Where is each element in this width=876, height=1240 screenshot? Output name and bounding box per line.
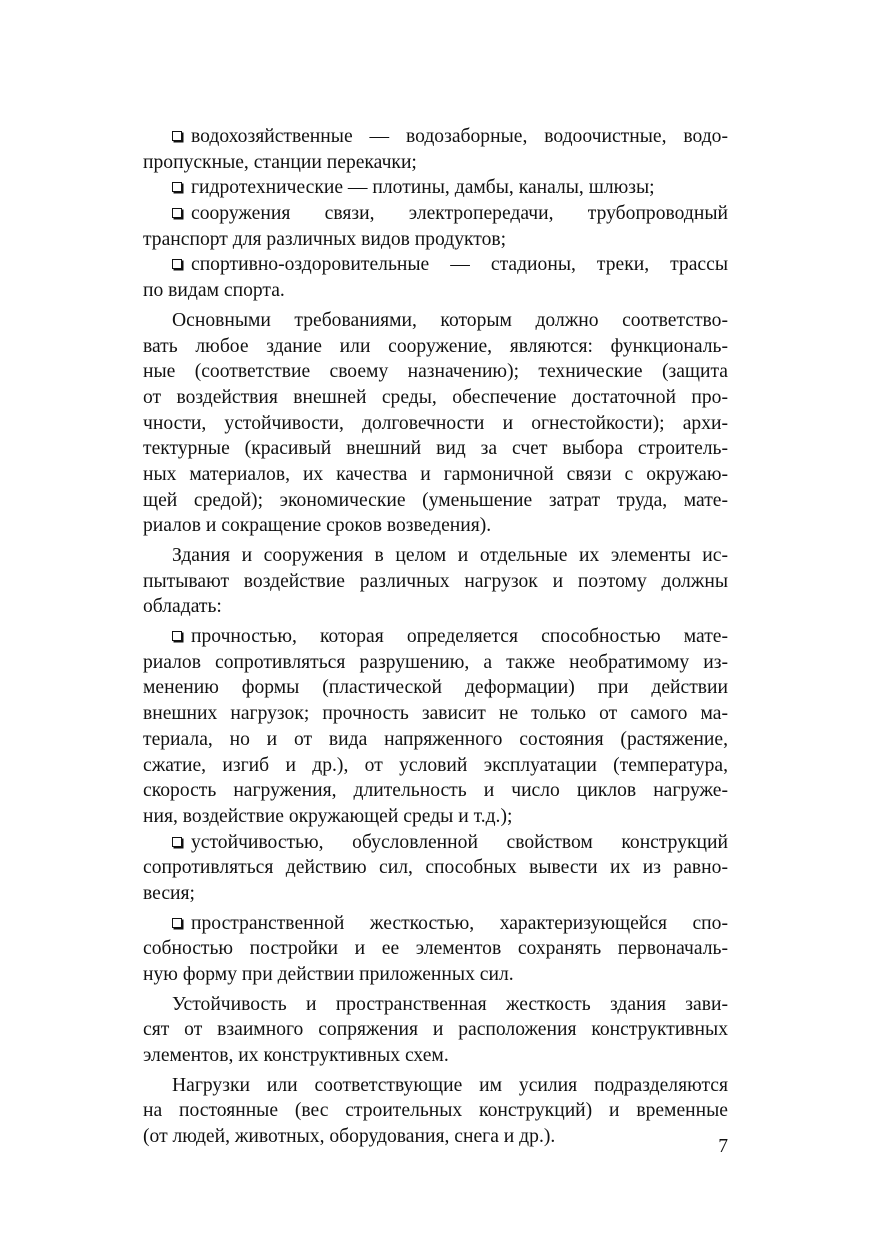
text-line: ния, воздействие окружающей среды и т.д.); [143,805,513,827]
text-line: ные (соответствие своему назначению); технические (защита [143,361,728,383]
list-item-stability [143,830,728,907]
text-line: пытывают воздействие различных нагрузок и поэтому должны [143,570,728,592]
text-line: скорость нагружения, длительность и число циклов нагруже- [143,780,728,802]
text-line: щей средой); экономические (уменьшение затрат труда, мате- [143,489,728,511]
text-line: чности, устойчивости, долговечности и огнестойкости); архи- [143,412,728,434]
text-line: от воздействия внешней среды, обеспечение достаточной про- [143,386,728,408]
checkbox-square-icon [172,918,182,928]
page-body [143,124,728,1150]
text-line: Нагрузки или соответствующие им усилия подразделяются [172,1074,728,1096]
text-line: на постоянные (вес строительных конструкций) и временные [143,1100,728,1122]
list-item-rigidity [143,911,728,988]
text-line: внешних нагрузок; прочность зависит не только от самого ма- [143,703,728,725]
text-line: элементов, их конструктивных схем. [143,1045,449,1067]
text-line: Здания и сооружения в целом и отдельные их элементы ис- [172,545,728,566]
list-item-communication-structures [143,201,728,252]
text-line: (от людей, животных, оборудования, снега и др.). [143,1126,556,1148]
text-line: риалов сопротивляться разрушению, а также необратимому из- [143,651,728,673]
list-item-hydraulic-structures [143,175,728,201]
text-line: гидротехнические — плотины, дамбы, каналы, шлюзы; [143,175,728,201]
text-line: риалов и сокращение сроков возведения). [143,515,492,537]
checkbox-square-icon [172,208,182,218]
paragraph-requirements [143,308,728,539]
checkbox-square-icon [172,837,182,847]
text-line: ную форму при действии приложенных сил. [143,964,514,985]
text-line: пространственной жесткостью, характеризующейся спо- [143,911,728,937]
text-line: сят от взаимного сопряжения и расположения конструктивных [143,1019,728,1041]
checkbox-square-icon [172,131,182,141]
list-item-strength [143,624,728,830]
text-line: пропускные, станции перекачки; [143,151,417,173]
text-line: вать любое здание или сооружение, являются: функциональ- [143,335,728,357]
text-line: по видам спорта. [143,280,285,302]
text-line: тектурные (красивый внешний вид за счет выбора строитель- [143,438,728,460]
paragraph-loads-intro [143,543,728,620]
text-line: териала, но и от вида напряженного состояния (растяжение, [143,728,728,750]
text-line: обладать: [143,596,222,618]
text-line: устойчивостью, обусловленной свойством конструкций [143,830,728,856]
text-line: Устойчивость и пространственная жесткость здания зави- [172,993,728,1015]
list-item-sport-facilities [143,252,728,303]
text-line: весия; [143,882,195,904]
text-line: ных материалов, их качества и гармоничной связи с окружаю- [143,463,728,485]
list-item-water-facilities [143,124,728,175]
checkbox-square-icon [172,259,182,269]
text-line: сжатие, изгиб и др.), от условий эксплуатации (температура, [143,754,728,776]
text-line: транспорт для различных видов продуктов; [143,228,507,250]
text-line: собностью постройки и ее элементов сохранять первоначаль- [143,938,728,960]
paragraph-stability [143,992,728,1069]
text-line: сопротивляться действию сил, способных вывести их из равно- [143,857,728,879]
page-number: 7 [718,1136,728,1157]
paragraph-forces [143,1073,728,1150]
text-line: спортивно-оздоровительные — стадионы, треки, трассы [143,252,728,278]
text-line: Основными требованиями, которым должно соответство- [172,309,728,331]
checkbox-square-icon [172,182,182,192]
text-line: водохозяйственные — водозаборные, водоочистные, водо- [143,124,728,150]
checkbox-square-icon [172,631,182,641]
text-line: прочностью, которая определяется способностью мате- [143,624,728,650]
text-line: сооружения связи, электропередачи, трубопроводный [143,201,728,227]
text-line: менению формы (пластической деформации) при действии [143,677,728,699]
